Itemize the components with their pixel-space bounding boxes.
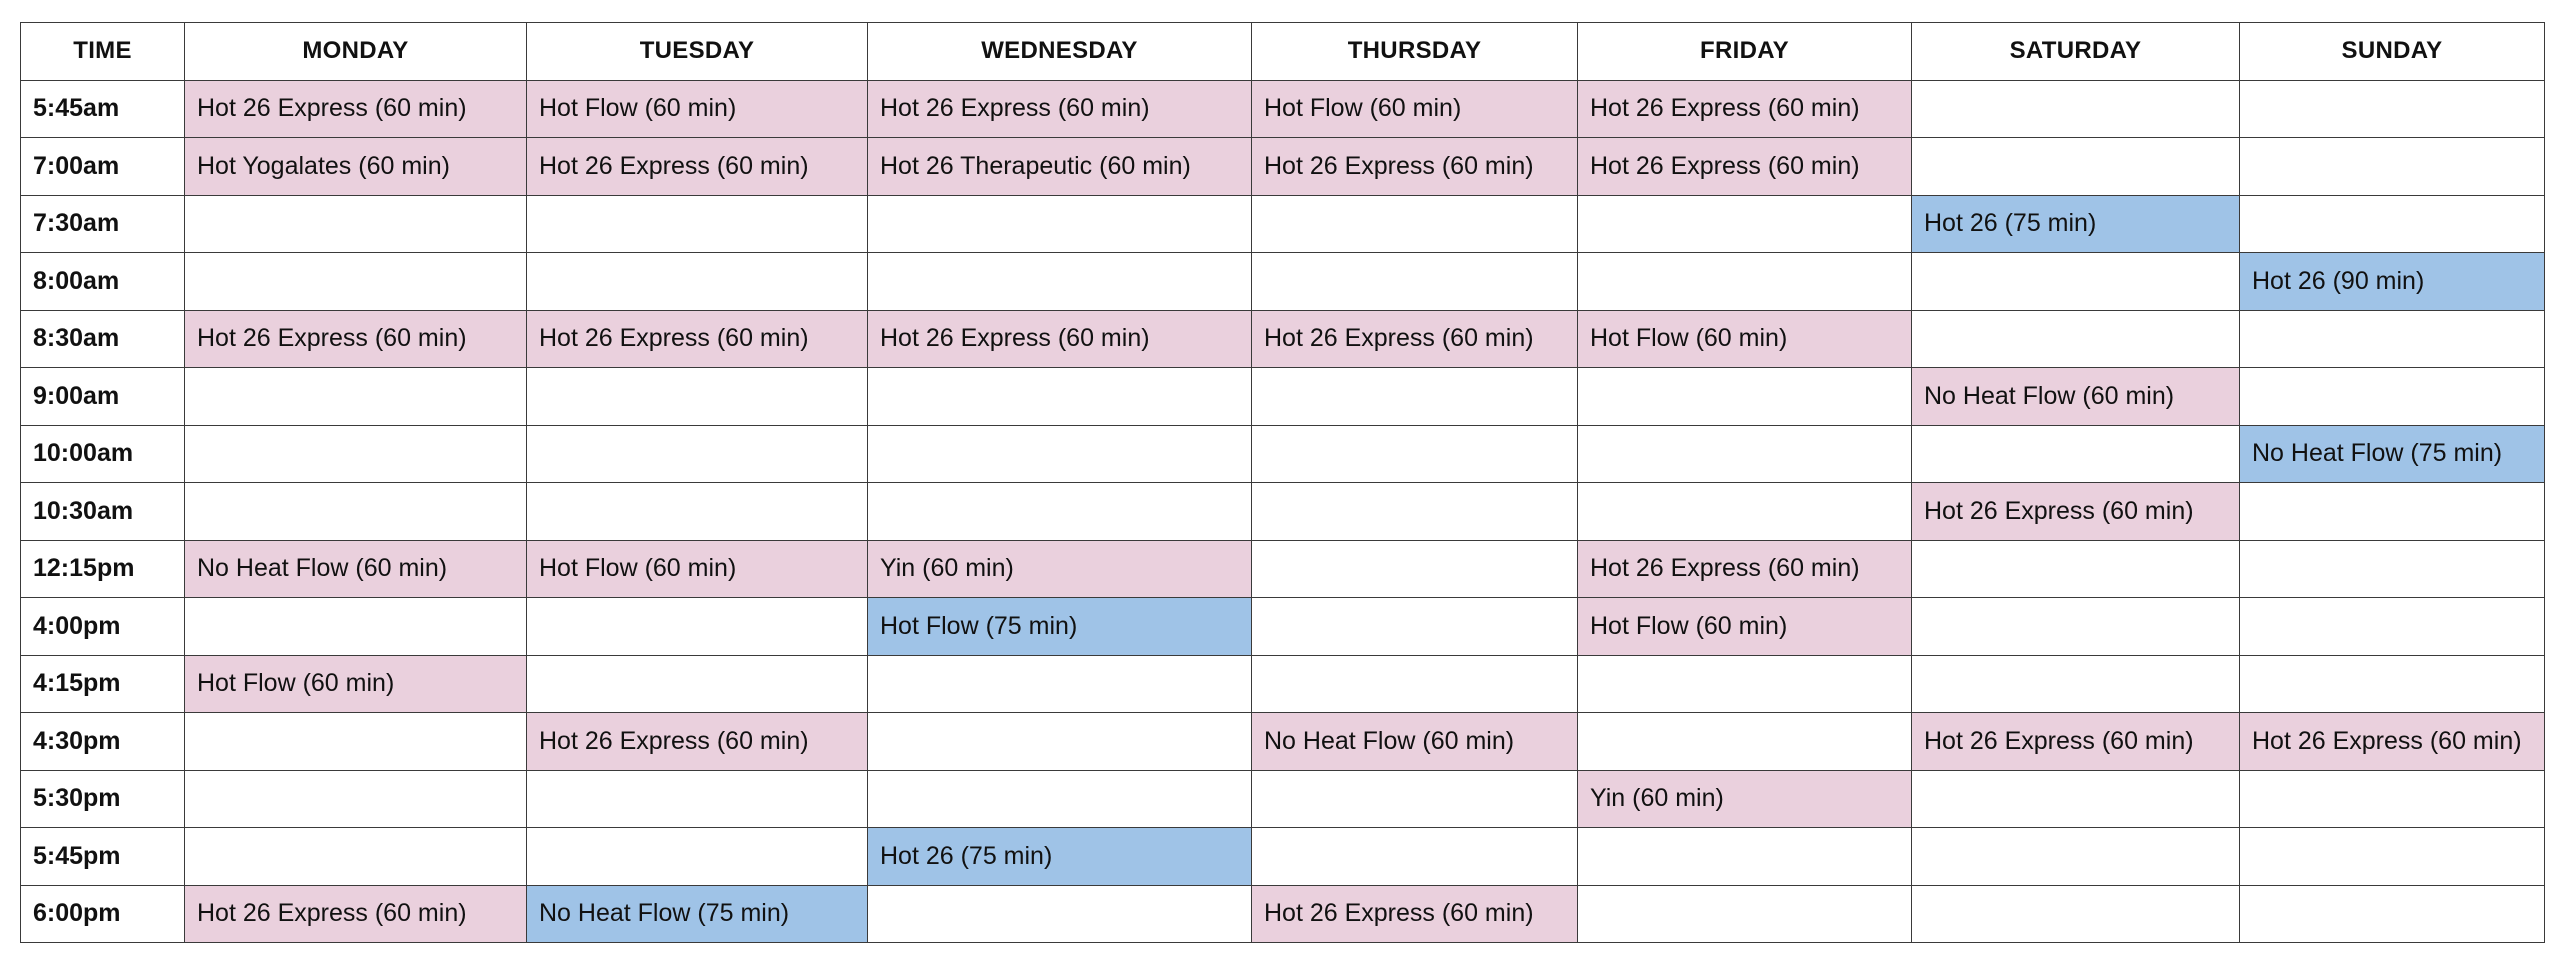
class-cell-friday: Hot Flow (60 min) xyxy=(1578,310,1912,368)
header-time: TIME xyxy=(21,23,185,81)
header-tuesday: TUESDAY xyxy=(527,23,868,81)
class-cell-sunday: Hot 26 Express (60 min) xyxy=(2240,713,2545,771)
class-cell-friday xyxy=(1578,425,1912,483)
class-cell-wednesday xyxy=(868,483,1252,541)
schedule-row xyxy=(21,368,2545,426)
class-cell-friday: Hot Flow (60 min) xyxy=(1578,598,1912,656)
class-cell-sunday xyxy=(2240,138,2545,196)
class-cell-saturday: Hot 26 (75 min) xyxy=(1912,195,2240,253)
time-cell: 5:45pm xyxy=(21,828,185,886)
class-cell-monday xyxy=(185,828,527,886)
schedule-row xyxy=(21,770,2545,828)
class-cell-tuesday xyxy=(527,253,868,311)
schedule-row xyxy=(21,425,2545,483)
class-cell-sunday xyxy=(2240,80,2545,138)
class-cell-wednesday xyxy=(868,253,1252,311)
class-cell-tuesday xyxy=(527,655,868,713)
class-cell-sunday xyxy=(2240,368,2545,426)
schedule-row xyxy=(21,713,2545,771)
class-cell-thursday: Hot 26 Express (60 min) xyxy=(1252,885,1578,943)
class-cell-thursday xyxy=(1252,195,1578,253)
time-cell: 8:30am xyxy=(21,310,185,368)
time-cell: 10:30am xyxy=(21,483,185,541)
class-cell-friday: Yin (60 min) xyxy=(1578,770,1912,828)
class-cell-monday: Hot 26 Express (60 min) xyxy=(185,80,527,138)
time-cell: 8:00am xyxy=(21,253,185,311)
schedule-row xyxy=(21,195,2545,253)
class-cell-tuesday: Hot 26 Express (60 min) xyxy=(527,310,868,368)
class-cell-tuesday: Hot 26 Express (60 min) xyxy=(527,138,868,196)
class-cell-monday: Hot 26 Express (60 min) xyxy=(185,885,527,943)
schedule-header xyxy=(21,23,2545,81)
class-cell-saturday xyxy=(1912,310,2240,368)
class-cell-wednesday xyxy=(868,713,1252,771)
class-cell-saturday xyxy=(1912,598,2240,656)
class-cell-saturday xyxy=(1912,253,2240,311)
class-cell-tuesday xyxy=(527,195,868,253)
class-cell-tuesday xyxy=(527,483,868,541)
class-cell-friday xyxy=(1578,368,1912,426)
schedule-row xyxy=(21,598,2545,656)
class-cell-monday xyxy=(185,425,527,483)
class-cell-friday xyxy=(1578,253,1912,311)
class-cell-monday xyxy=(185,195,527,253)
time-cell: 4:00pm xyxy=(21,598,185,656)
schedule-body xyxy=(21,80,2545,943)
time-cell: 10:00am xyxy=(21,425,185,483)
class-cell-friday xyxy=(1578,655,1912,713)
class-cell-saturday xyxy=(1912,828,2240,886)
class-cell-monday xyxy=(185,770,527,828)
class-cell-monday xyxy=(185,253,527,311)
class-cell-monday: Hot Flow (60 min) xyxy=(185,655,527,713)
class-cell-thursday: Hot 26 Express (60 min) xyxy=(1252,310,1578,368)
header-row xyxy=(21,23,2545,81)
schedule-row xyxy=(21,80,2545,138)
header-thursday: THURSDAY xyxy=(1252,23,1578,81)
class-cell-saturday: No Heat Flow (60 min) xyxy=(1912,368,2240,426)
schedule-row xyxy=(21,885,2545,943)
time-cell: 4:30pm xyxy=(21,713,185,771)
header-monday: MONDAY xyxy=(185,23,527,81)
schedule-row xyxy=(21,138,2545,196)
class-cell-monday xyxy=(185,713,527,771)
class-cell-thursday xyxy=(1252,483,1578,541)
class-cell-friday: Hot 26 Express (60 min) xyxy=(1578,138,1912,196)
class-cell-thursday: Hot 26 Express (60 min) xyxy=(1252,138,1578,196)
time-cell: 5:45am xyxy=(21,80,185,138)
class-cell-thursday xyxy=(1252,425,1578,483)
class-cell-tuesday: Hot Flow (60 min) xyxy=(527,80,868,138)
class-cell-tuesday xyxy=(527,598,868,656)
class-cell-sunday xyxy=(2240,885,2545,943)
class-cell-sunday xyxy=(2240,483,2545,541)
class-cell-wednesday: Hot 26 (75 min) xyxy=(868,828,1252,886)
header-sunday: SUNDAY xyxy=(2240,23,2545,81)
class-cell-sunday xyxy=(2240,540,2545,598)
class-cell-saturday xyxy=(1912,138,2240,196)
class-cell-sunday xyxy=(2240,195,2545,253)
class-cell-wednesday: Yin (60 min) xyxy=(868,540,1252,598)
class-cell-sunday xyxy=(2240,598,2545,656)
time-cell: 12:15pm xyxy=(21,540,185,598)
schedule-row xyxy=(21,828,2545,886)
class-cell-saturday xyxy=(1912,425,2240,483)
class-cell-sunday: No Heat Flow (75 min) xyxy=(2240,425,2545,483)
class-cell-saturday xyxy=(1912,885,2240,943)
class-cell-wednesday xyxy=(868,195,1252,253)
class-cell-saturday xyxy=(1912,80,2240,138)
class-cell-sunday xyxy=(2240,310,2545,368)
class-cell-friday xyxy=(1578,828,1912,886)
class-cell-wednesday: Hot 26 Express (60 min) xyxy=(868,80,1252,138)
class-cell-thursday xyxy=(1252,540,1578,598)
class-cell-monday xyxy=(185,598,527,656)
class-cell-monday xyxy=(185,368,527,426)
class-cell-wednesday xyxy=(868,885,1252,943)
class-cell-tuesday xyxy=(527,770,868,828)
header-saturday: SATURDAY xyxy=(1912,23,2240,81)
class-cell-tuesday: Hot 26 Express (60 min) xyxy=(527,713,868,771)
class-cell-sunday xyxy=(2240,655,2545,713)
class-cell-wednesday: Hot Flow (75 min) xyxy=(868,598,1252,656)
class-cell-monday: No Heat Flow (60 min) xyxy=(185,540,527,598)
class-cell-sunday: Hot 26 (90 min) xyxy=(2240,253,2545,311)
header-friday: FRIDAY xyxy=(1578,23,1912,81)
time-cell: 7:00am xyxy=(21,138,185,196)
schedule-row xyxy=(21,540,2545,598)
class-cell-friday: Hot 26 Express (60 min) xyxy=(1578,540,1912,598)
class-cell-wednesday xyxy=(868,655,1252,713)
class-cell-thursday xyxy=(1252,655,1578,713)
class-cell-monday: Hot 26 Express (60 min) xyxy=(185,310,527,368)
class-cell-thursday: Hot Flow (60 min) xyxy=(1252,80,1578,138)
class-cell-thursday xyxy=(1252,598,1578,656)
class-cell-thursday xyxy=(1252,770,1578,828)
time-cell: 7:30am xyxy=(21,195,185,253)
time-cell: 4:15pm xyxy=(21,655,185,713)
time-cell: 9:00am xyxy=(21,368,185,426)
class-cell-tuesday xyxy=(527,425,868,483)
class-cell-monday: Hot Yogalates (60 min) xyxy=(185,138,527,196)
class-cell-sunday xyxy=(2240,828,2545,886)
class-cell-thursday: No Heat Flow (60 min) xyxy=(1252,713,1578,771)
class-cell-monday xyxy=(185,483,527,541)
class-cell-saturday xyxy=(1912,540,2240,598)
class-cell-wednesday xyxy=(868,770,1252,828)
schedule-row xyxy=(21,253,2545,311)
time-cell: 6:00pm xyxy=(21,885,185,943)
class-schedule-table xyxy=(20,22,2545,943)
class-cell-tuesday: Hot Flow (60 min) xyxy=(527,540,868,598)
class-cell-saturday xyxy=(1912,770,2240,828)
class-cell-tuesday xyxy=(527,368,868,426)
header-wednesday: WEDNESDAY xyxy=(868,23,1252,81)
class-cell-saturday xyxy=(1912,655,2240,713)
class-cell-friday xyxy=(1578,713,1912,771)
class-cell-friday xyxy=(1578,195,1912,253)
time-cell: 5:30pm xyxy=(21,770,185,828)
class-cell-saturday: Hot 26 Express (60 min) xyxy=(1912,483,2240,541)
class-cell-thursday xyxy=(1252,828,1578,886)
class-cell-wednesday xyxy=(868,368,1252,426)
class-cell-saturday: Hot 26 Express (60 min) xyxy=(1912,713,2240,771)
class-cell-sunday xyxy=(2240,770,2545,828)
class-cell-tuesday: No Heat Flow (75 min) xyxy=(527,885,868,943)
class-cell-tuesday xyxy=(527,828,868,886)
class-cell-friday xyxy=(1578,885,1912,943)
schedule-row xyxy=(21,310,2545,368)
class-cell-friday xyxy=(1578,483,1912,541)
schedule-row xyxy=(21,483,2545,541)
class-cell-thursday xyxy=(1252,368,1578,426)
class-cell-wednesday xyxy=(868,425,1252,483)
class-cell-wednesday: Hot 26 Therapeutic (60 min) xyxy=(868,138,1252,196)
class-cell-friday: Hot 26 Express (60 min) xyxy=(1578,80,1912,138)
class-cell-thursday xyxy=(1252,253,1578,311)
class-cell-wednesday: Hot 26 Express (60 min) xyxy=(868,310,1252,368)
schedule-row xyxy=(21,655,2545,713)
